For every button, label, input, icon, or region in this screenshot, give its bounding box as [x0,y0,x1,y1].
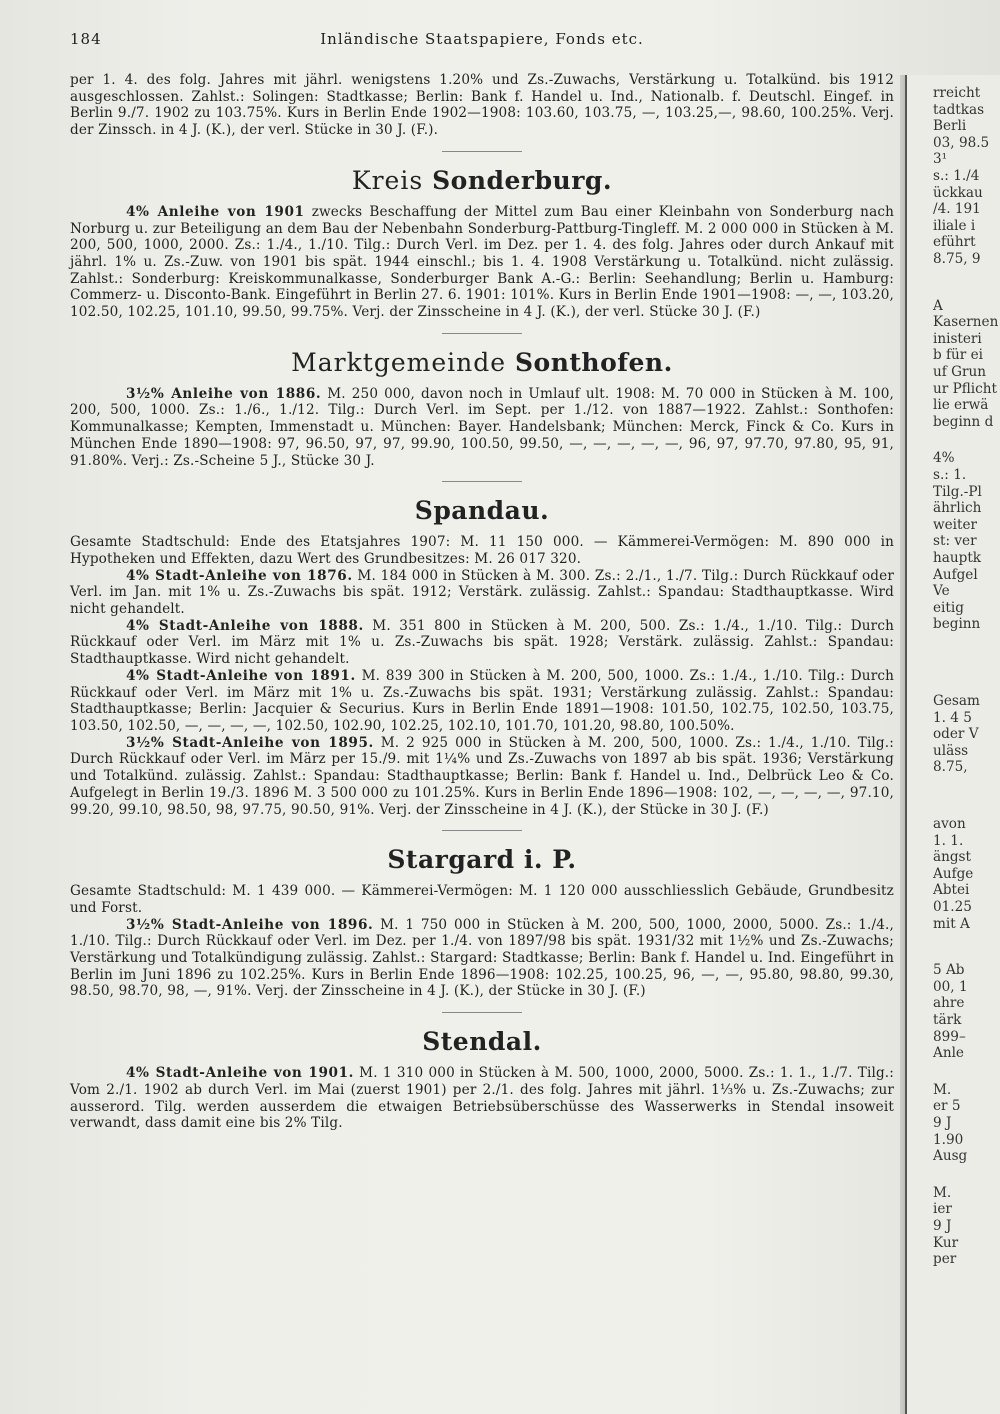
adjacent-text-fragment: 01.25 [933,899,972,915]
adjacent-text-fragment: ährlich [933,500,982,517]
section-title [70,166,894,196]
adjacent-text-fragment: Abtei [933,882,970,899]
bond-text: M. 1 750 000 in Stücken à M. 200, 500, 1000, 2000, 5000. Zs.: 1./4., 1./10. Tilg.: Durch Rückkauf oder Verl. im Dez. per 1./4. von 1897/98 bis spät. 1931/32 mit 1½% und Zs.-Zuwachs; Verstärkung und Totalkündigung zulässig. Zahlst.: Stargard: Stadtkasse; Berlin: Bank f. Handel u. Ind. Eingeführt in Berlin im Juni 1896 zu 102.25%. Kurs in Berlin Ende 1896—1908: 102.25, 100.25, 96, —, —, 95.80, 98.80, 99.30, 98.50, 98.70, 98, —, 91%. Verj. der Zinsscheine in 4 J. (K.), der Stücke in 30 J. (F.) [70,916,894,1000]
section-title-place: Sonderburg. [432,165,613,195]
bond-entry [70,568,894,618]
adjacent-text-fragment: 1. 4 5 [933,709,972,726]
adjacent-text-fragment: s.: 1. [933,467,967,483]
adjacent-text-fragment: ängst [933,849,972,866]
bond-label: 4% Stadt-Anleihe von 1876. [126,567,353,584]
adjacent-text-fragment: tärk [933,1012,962,1028]
bond-text: M. 250 000, davon noch in Umlauf ult. 1908: M. 70 000 in Stücken à M. 100, 200, 500, 1000. Zs.: 1./6., 1./12. Tilg.: Durch Verl. im Sept. per 1./12. von 1887—1922. Zahlst.: Sonthofen: Kommunalkasse; Kempten, Immenstadt u. München: Bayer. Handelsbank; München: Merck, Finck & Co. Kurs in München Ende 1890—1908: 97, 96.50, 97, 97, 99.90, 100.50, 99.50, —, —, —, —, —, 96, 97, 97.70, 97.80, 95, 91, 91.80%. Verj.: Zs.-Scheine 5 J., Stücke 30 J. [70,385,894,469]
adjacent-text-fragment: weiter [933,516,978,533]
adjacent-text-fragment: 00, 1 [933,978,968,995]
section-lead: Gesamte Stadtschuld: M. 1 439 000. — Kämmerei-Vermögen: M. 1 120 000 ausschliesslich Gebäude, Grundbesitz und Forst. [70,883,894,916]
adjacent-text-fragment: uläss [933,742,969,759]
section-separator [442,151,522,152]
adjacent-text-fragment: beginn d [933,413,994,430]
bond-label: 3½% Anleihe von 1886. [126,385,322,402]
adjacent-text-fragment: Ausg [933,1148,968,1165]
bond-text: zwecks Beschaffung der Mittel zum Bau einer Kleinbahn von Sonderburg nach Norburg u. zur Beteiligung an dem Bau der Nebenbahn Sonderburg-Pattburg-Tingleff. M. 2 000 000 in Stücken à M. 200, 500, 1000, 2000. Zs.: 1./4., 1./10. Tilg.: Durch Verl. im Dez. per 1. 4. des folg. Jahres oder durch Ankauf mit jährl. 1% u. Zs.-Zuw. von 1901 bis spät. 1944 einschl.; bis 1. 4. 1908 Verstärkung u. Totalkünd. nicht zulässig. Zahlst.: Sonderburg: Kreiskommunalkasse, Sonderburger Bank A.-G.: Berlin: Seehandlung; Berlin u. Hamburg: Commerz- u. Disconto-Bank. Eingeführt in Berlin 27. 6. 1901: 101%. Kurs in Berlin Ende 1901—1908: —, —, 103.20, 102.50, 102.25, 101.10, 99.50, 99.75%. Verj. der Zinsscheine in 4 J. (K.), der verl. Stücke 30 J. (F.) [70,203,894,321]
bond-label: 4% Stadt-Anleihe von 1888. [126,617,364,634]
bond-label: 4% Stadt-Anleihe von 1891. [126,667,356,684]
bond-label: 3½% Stadt-Anleihe von 1895. [126,734,374,751]
adjacent-text-fragment: er 5 [933,1098,961,1115]
adjacent-text-fragment: 8.75, [933,759,968,776]
adjacent-text-fragment: st: ver [933,533,977,550]
adjacent-page-fragment [905,75,1000,1414]
adjacent-text-fragment: eführt [933,234,976,251]
adjacent-text-fragment: Kur [933,1234,959,1251]
adjacent-text-fragment: rreicht [933,85,981,101]
adjacent-text-fragment: 03, 98.5 [933,134,990,151]
adjacent-text-fragment: 899– [933,1028,966,1045]
adjacent-text-fragment: mit A [933,915,970,932]
bond-entry [70,1065,894,1132]
page-number: 184 [70,30,102,48]
intro-paragraph: per 1. 4. des folg. Jahres mit jährl. wenigstens 1.20% und Zs.-Zuwachs, Verstärkung u. Totalkünd. bis 1912 ausgeschlossen. Zahlst.: Solingen: Stadtkasse; Berlin: Bank f. Handel u. Ind., Nationalb. f. Deutschl. Eingef. in Berlin 9./7. 1902 zu 103.75%. Kurs in Berlin Ende 1902—1908: 103.60, 103.75, —, 103.25,—, 98.60, 100.25%. Verj. der Zinssch. in 4 J. (K.), der verl. Stücke in 30 J. (F.). [70,72,894,139]
adjacent-text-fragment: /4. 191 [933,201,981,218]
bond-label: 4% Anleihe von 1901 [126,203,305,220]
adjacent-text-fragment: Aufge [933,865,974,882]
adjacent-text-fragment: avon [933,816,966,832]
section-title [70,845,894,875]
adjacent-text-fragment: uf Grun [933,364,986,380]
running-title: Inländische Staatspapiere, Fonds etc. [320,30,644,48]
main-column [70,30,894,1132]
adjacent-text-fragment: Gesam [933,693,980,709]
adjacent-text-fragment: tadtkas [933,101,985,118]
bond-text: M. 2 925 000 in Stücken à M. 200, 500, 1000. Zs.: 1./4., 1./10. Tilg.: Durch Rückkauf oder Verl. im März per 15./9. mit 1¼% und Zs.-Zuwachs von 1897 ab bis spät. 1936; Verstärkung und Totalkünd. zulässig. Zahlst.: Spandau: Stadthauptkasse; Berlin: Bank f. Handel u. Ind., Delbrück Leo & Co. Aufgelegt in Berlin 19./3. 1896 M. 3 500 000 zu 101.25%. Kurs in Berlin Ende 1896—1908: 102, —, —, —, —, 97.10, 99.20, 99.10, 98.50, 98, 97.75, 90.50, 91%. Verj. der Zinsscheine in 4 J. (K.), der Stücke in 30 J. (F.) [70,734,894,818]
adjacent-text-fragment: ier [933,1201,952,1218]
adjacent-text-fragment: per [933,1251,957,1268]
adjacent-text-fragment: A [933,297,943,314]
adjacent-text-fragment: 8.75, 9 [933,251,981,267]
sections-container [70,151,894,1132]
section-separator [442,830,522,831]
bond-entry [70,386,894,470]
bond-entry [70,618,894,668]
adjacent-text-fragment: 5 Ab [933,962,965,979]
bond-label: 3½% Stadt-Anleihe von 1896. [126,916,374,933]
adjacent-text-fragment: 1.90 [933,1131,964,1148]
adjacent-text-fragment: Ve [933,583,950,600]
adjacent-text-fragment: ückkau [933,184,983,201]
adjacent-text-fragment: 9 J [933,1115,952,1131]
bond-entry [70,204,894,321]
adjacent-text-fragment: M. [933,1081,952,1098]
adjacent-text-fragment: Tilg.-Pl [933,483,982,500]
section-separator [442,333,522,334]
adjacent-text-fragment: inisteri [933,330,982,347]
adjacent-text-fragment: ur Pflicht [933,380,997,397]
adjacent-text-fragment: hauptk [933,550,982,566]
bond-entry [70,668,894,735]
adjacent-text-fragment: 4% [933,450,955,467]
adjacent-text-fragment: ahre [933,995,965,1012]
bond-text: M. 351 800 in Stücken à M. 200, 500. Zs.: 1./4., 1./10. Tilg.: Durch Rückkauf oder Verl. im März mit 1% u. Zs.-Zuwachs bis spät. 1928; Verstärk. zulässig. Zahlst.: Spandau: Stadthauptkasse. Wird nicht gehandelt. [70,617,895,668]
section-title-prefix: Kreis [351,165,433,195]
section-title-place: Stargard i. P. [387,845,577,875]
adjacent-text-fragment: 9 J [933,1218,952,1234]
adjacent-text-fragment: beginn [933,616,981,633]
bond-text: M. 839 300 in Stücken à M. 200, 500, 1000. Zs.: 1./4., 1./10. Tilg.: Durch Rückkauf oder Verl. im März mit 1% u. Zs.-Zuwachs bis spät. 1931; Verstärkung zulässig. Zahlst.: Spandau: Stadthauptkasse; Berlin: Jacquier & Securius. Kurs in Berlin Ende 1891—1908: 101.50, 102.75, 102.50, 103.75, 103.50, 102.50, —, —, —, —, 102.50, 102.90, 102.25, 102.10, 101.70, 101.20, 98.80, 100.50%. [70,667,895,734]
adjacent-text-fragment: oder V [933,726,979,743]
section-title-place: Sonthofen. [514,347,673,377]
adjacent-text-fragment: Aufgel [933,566,978,583]
bond-entry [70,917,894,1001]
section-title [70,496,894,526]
bond-text: M. 1 310 000 in Stücken à M. 500, 1000, 2000, 5000. Zs.: 1. 1., 1./7. Tilg.: Vom 2./1. 1902 ab durch Verl. im Mai (zuerst 1901) per 2./1. des folg. Jahres mit jährl. 1⅓% u. Zs.-Zuwachs; zur ausserord. Tilg. werden ausserdem die etwaigen Betriebsüberschüsse des Wasserwerks in Stendal insoweit verwandt, dass damit eine bis 2% Tilg. [70,1065,894,1132]
adjacent-text-fragment: lie erwä [933,397,989,414]
bond-entry [70,735,894,819]
section-separator [442,1012,522,1013]
adjacent-text-fragment: 1. 1. [933,832,964,849]
adjacent-text-fragment: Anle [933,1045,964,1062]
section-title-prefix: Marktgemeinde [291,347,515,377]
adjacent-text-fragment: 3¹ [933,151,948,168]
bond-label: 4% Stadt-Anleihe von 1901. [126,1065,354,1082]
adjacent-text-fragment: M. [933,1184,952,1201]
section-separator [442,481,522,482]
adjacent-text-fragment: b für ei [933,347,984,364]
section-title [70,1027,894,1057]
adjacent-text-fragment: iliale i [933,217,976,234]
adjacent-text-fragment: Kasernen [933,314,999,331]
bond-text: M. 184 000 in Stücken à M. 300. Zs.: 2./1., 1./7. Tilg.: Durch Rückkauf oder Verl. im Jan. mit 1% u. Zs.-Zuwachs bis spät. 1912; Verstärk. zulässig. Zahlst.: Spandau: Stadthauptkasse. Wird nicht gehandelt. [70,567,894,618]
section-title-place: Spandau. [414,496,550,526]
section-title [70,348,894,378]
adjacent-text-fragment: eitig [933,599,964,616]
section-lead: Gesamte Stadtschuld: Ende des Etatsjahres 1907: M. 11 150 000. — Kämmerei-Vermögen: M. 890 000 in Hypotheken und Effekten, dazu Wert des Grundbesitzes: M. 26 017 320. [70,534,894,567]
section-title-place: Stendal. [422,1027,542,1057]
adjacent-text-fragment: s.: 1./4 [933,168,980,184]
page-header [70,30,894,60]
adjacent-text-fragment: Berli [933,118,967,135]
